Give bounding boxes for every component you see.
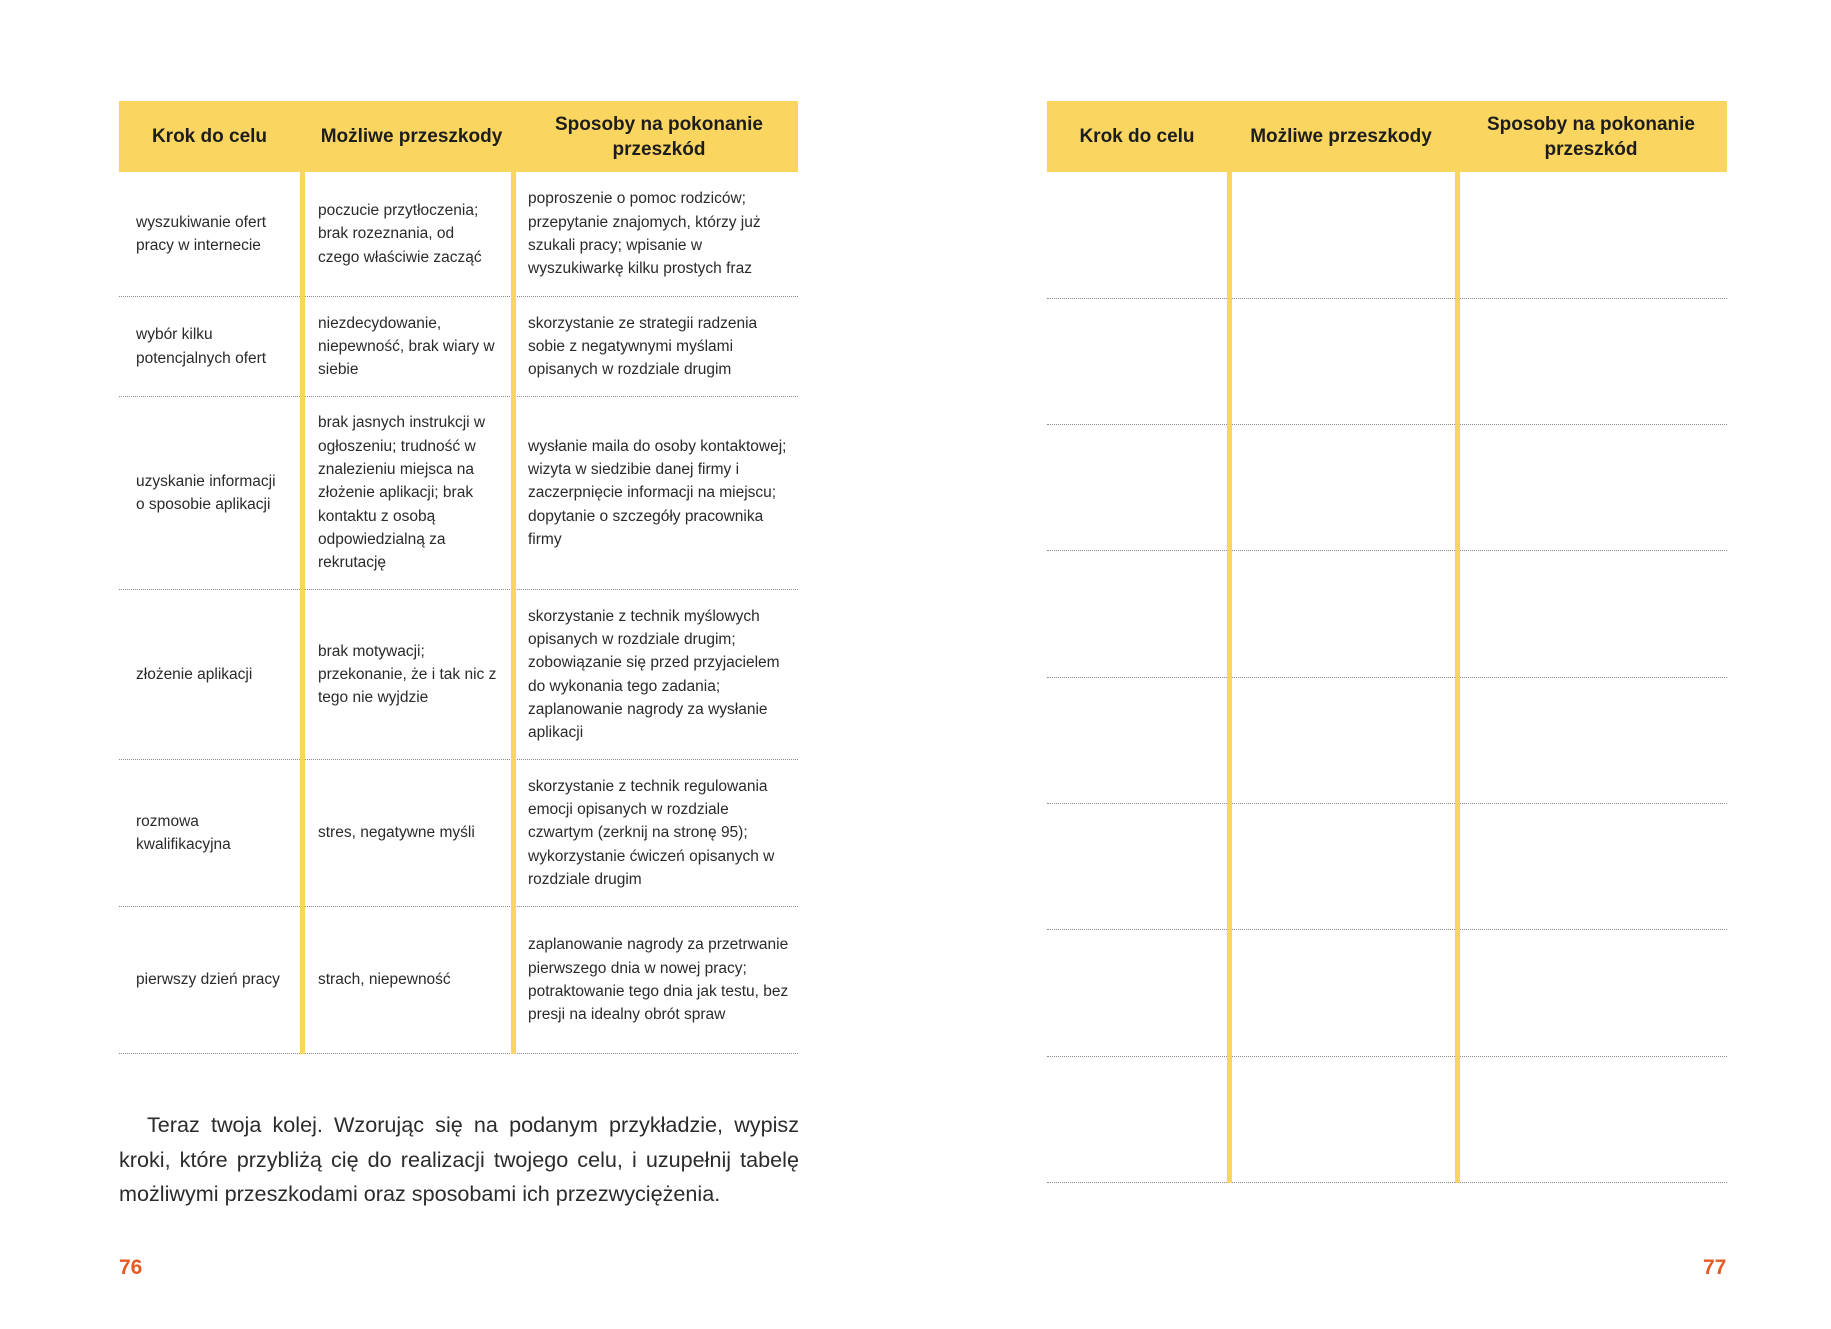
obstacles-cell: niezdecydowanie, niepewność, brak wiary w siebie bbox=[318, 314, 495, 379]
obstacles-cell: stres, negatywne myśli bbox=[318, 824, 475, 842]
empty-row[interactable] bbox=[1047, 425, 1727, 551]
solutions-cell: poproszenie o pomoc rodziców; przepytanie znajomych, którzy już szukali pracy; wpisanie w wyszukiwarkę kilku prostych fraz bbox=[528, 190, 761, 278]
column-divider bbox=[300, 172, 305, 1054]
step-cell: złożenie aplikacji bbox=[136, 665, 253, 683]
instruction-text: Teraz twoja kolej. Wzorując się na podanym przykładzie, wypisz kroki, które przybliżą cię do realizacji twojego celu, i uzupełnij tabelę możliwymi przeszkodami oraz sposobami ich przezwyciężenia. bbox=[119, 1112, 799, 1206]
header-step: Krok do celu bbox=[151, 126, 268, 147]
obstacles-cell: brak motywacji; przekonanie, że i tak nic z tego nie wyjdzie bbox=[318, 642, 497, 707]
column-divider bbox=[1455, 172, 1460, 1183]
step-cell: wyszukiwanie ofert pracy w internecie bbox=[136, 213, 267, 254]
header-obstacles: Możliwe przeszkody bbox=[1250, 126, 1432, 147]
empty-row[interactable] bbox=[1047, 930, 1727, 1057]
worksheet-table bbox=[1047, 101, 1727, 1183]
empty-row[interactable] bbox=[1047, 678, 1727, 804]
step-cell: pierwszy dzień pracy bbox=[136, 971, 280, 989]
solutions-cell: wysłanie maila do osoby kontaktowej; wizyta w siedzibie danej firmy i zaczerpnięcie informacji na miejscu; dopytanie o szczegóły pracownika firmy bbox=[528, 437, 787, 548]
example-table bbox=[119, 101, 798, 1054]
empty-row[interactable] bbox=[1047, 172, 1727, 299]
solutions-cell: zaplanowanie nagrody za przetrwanie pierwszego dnia w nowej pracy; potraktowanie tego dnia jak testu, bez presji na idealny obrót spraw bbox=[528, 936, 789, 1024]
header-obstacles: Możliwe przeszkody bbox=[320, 126, 503, 147]
column-divider bbox=[1227, 172, 1232, 1183]
empty-row[interactable] bbox=[1047, 1057, 1727, 1183]
table-row bbox=[119, 907, 798, 1054]
table-row bbox=[119, 397, 798, 590]
empty-row[interactable] bbox=[1047, 299, 1727, 425]
step-cell: uzyskanie informacji o sposobie aplikacji bbox=[136, 472, 276, 513]
obstacles-cell: strach, niepewność bbox=[318, 971, 451, 989]
header-solutions: Sposoby na pokonanie przeszkód bbox=[555, 113, 763, 160]
empty-row[interactable] bbox=[1047, 804, 1727, 930]
worksheet-table-body bbox=[1047, 172, 1727, 1183]
page-number-left: 76 bbox=[119, 1256, 143, 1279]
solutions-cell: skorzystanie z technik myślowych opisanych w rozdziale drugim; zobowiązanie się przed przyjacielem do wykonania tego zadania; zaplanowanie nagrody za wysłanie aplikacji bbox=[528, 607, 780, 742]
table-row bbox=[119, 172, 798, 297]
empty-row[interactable] bbox=[1047, 551, 1727, 678]
example-table-header bbox=[119, 101, 798, 172]
table-row bbox=[119, 297, 798, 397]
solutions-cell: skorzystanie z technik regulowania emocji opisanych w rozdziale czwartym (zerknij na stronę 95); wykorzystanie ćwiczeń opisanych w rozdziale drugim bbox=[528, 777, 775, 888]
step-cell: wybór kilku potencjalnych ofert bbox=[136, 326, 267, 367]
header-solutions: Sposoby na pokonanie przeszkód bbox=[1487, 113, 1695, 160]
table-row bbox=[119, 590, 798, 760]
worksheet-table-header bbox=[1047, 101, 1727, 172]
instruction-paragraph bbox=[119, 1108, 799, 1212]
column-divider bbox=[511, 172, 516, 1054]
table-row bbox=[119, 760, 798, 907]
obstacles-cell: brak jasnych instrukcji w ogłoszeniu; trudność w znalezieniu miejsca na złożenie aplikacji; brak kontaktu z osobą odpowiedzialną za rekrutację bbox=[318, 414, 486, 572]
header-step: Krok do celu bbox=[1079, 126, 1195, 147]
example-table-body bbox=[119, 172, 798, 1054]
step-cell: rozmowa kwalifikacyjna bbox=[136, 812, 231, 853]
page-number-right: 77 bbox=[1703, 1256, 1727, 1279]
obstacles-cell: poczucie przytłoczenia; brak rozeznania, od czego właściwie zacząć bbox=[318, 202, 482, 266]
solutions-cell: skorzystanie ze strategii radzenia sobie z negatywnymi myślami opisanych w rozdziale drugim bbox=[528, 314, 758, 379]
